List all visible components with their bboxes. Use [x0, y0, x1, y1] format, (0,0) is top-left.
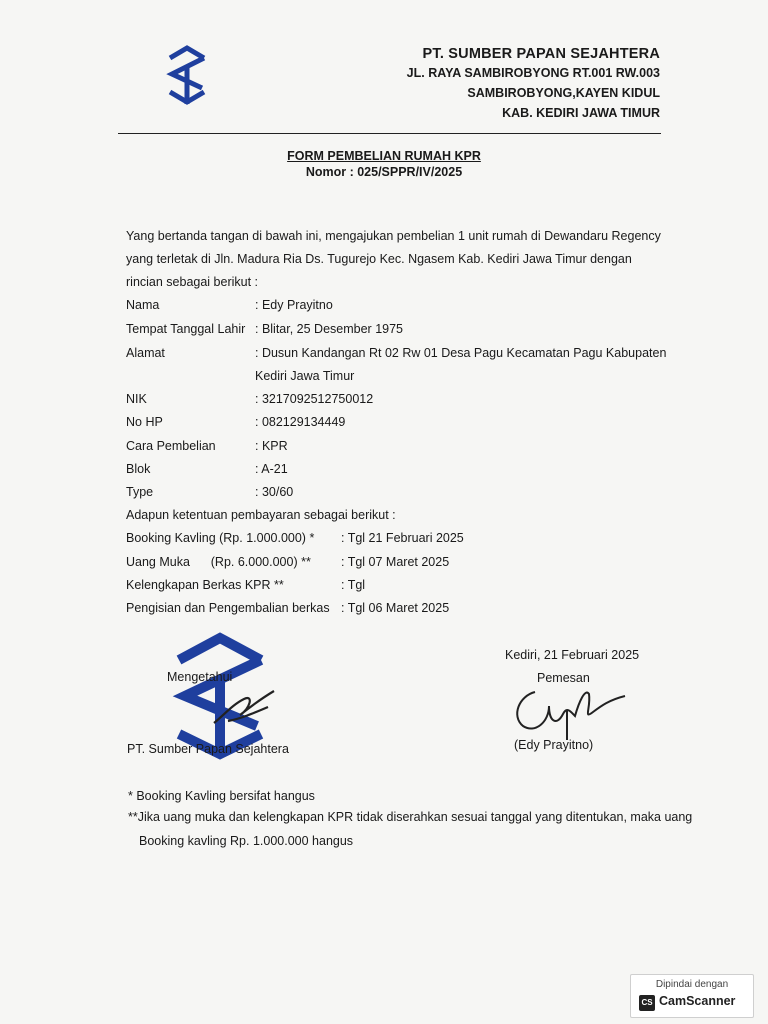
payment-label: Kelengkapan Berkas KPR ** [126, 578, 284, 592]
payment-label: Pengisian dan Pengembalian berkas [126, 601, 330, 615]
place-date: Kediri, 21 Februari 2025 [505, 648, 640, 662]
detail-value: : Dusun Kandangan Rt 02 Rw 01 Desa Pagu Kecamatan Pagu Kabupaten [255, 346, 667, 360]
company-address-line-2: SAMBIROBYONG,KAYEN KIDUL [467, 86, 660, 100]
detail-value: : Blitar, 25 Desember 1975 [255, 322, 403, 336]
payment-value: : Tgl 06 Maret 2025 [341, 601, 450, 615]
company-address-line-1: JL. RAYA SAMBIROBYONG RT.001 RW.003 [406, 66, 660, 80]
detail-label: Alamat [126, 346, 165, 360]
form-title-block [0, 148, 768, 180]
company-header [407, 46, 660, 122]
detail-value: : 30/60 [255, 485, 294, 499]
payment-row-uang-muka [126, 551, 450, 573]
camscanner-logo-icon: CS [639, 995, 655, 1011]
note-booking-kavling: Booking kavling Rp. 1.000.000 hangus [139, 834, 354, 848]
address-continuation: Kediri Jawa Timur [255, 369, 355, 383]
payment-label: Booking Kavling (Rp. 1.000.000) * [126, 531, 315, 545]
scanner-caption: Dipindai dengan [655, 979, 729, 990]
payment-label: Uang Muka (Rp. 6.000.000) ** [126, 555, 311, 569]
detail-label: Tempat Tanggal Lahir [126, 322, 246, 336]
payment-value: : Tgl 07 Maret 2025 [341, 555, 450, 569]
form-title: FORM PEMBELIAN RUMAH KPR [287, 149, 481, 163]
detail-value: : KPR [255, 439, 288, 453]
payment-value: : Tgl [341, 578, 366, 592]
detail-value: : 3217092512750012 [255, 392, 374, 406]
detail-label: Nama [126, 298, 160, 312]
detail-label: Blok [126, 462, 151, 476]
detail-label: Cara Pembelian [126, 439, 216, 453]
detail-value: : Edy Prayitno [255, 298, 333, 312]
detail-value: : 082129134449 [255, 415, 346, 429]
detail-value: : A-21 [255, 462, 288, 476]
detail-label: Type [126, 485, 154, 499]
camscanner-badge [630, 974, 754, 1018]
company-signatory: PT. Sumber Papan Sejahtera [127, 742, 289, 756]
payment-row-booking [126, 527, 464, 549]
buyer-role: Pemesan [537, 671, 590, 685]
intro-paragraph: Yang bertanda tangan di bawah ini, mengajukan pembelian 1 unit rumah di Dewandaru Regency yang terletak di Jln. Madura Ria Ds. Tugurejo Kec. Ngasem Kab. Kediri Jawa Timur dengan rincian sebagai berikut : [126, 229, 661, 289]
note-booking-hangus: * Booking Kavling bersifat hangus [128, 789, 315, 803]
note-uang-muka: **Jika uang muka dan kelengkapan KPR tidak diserahkan sesuai tanggal yang ditentukan, maka uang [128, 810, 693, 824]
payment-row-pengisian [126, 597, 450, 619]
buyer-signature-icon [505, 682, 635, 742]
acknowledged-label: Mengetahui [167, 670, 233, 684]
company-logo-icon [158, 44, 216, 106]
company-address-line-3: KAB. KEDIRI JAWA TIMUR [502, 106, 660, 120]
company-signature-icon [210, 685, 280, 730]
detail-label: No HP [126, 415, 163, 429]
form-number: Nomor : 025/SPPR/IV/2025 [305, 165, 463, 179]
payment-heading: Adapun ketentuan pembayaran sebagai berikut : [126, 508, 396, 522]
detail-label: NIK [126, 392, 147, 406]
payment-row-kelengkapan [126, 574, 366, 596]
header-divider [118, 133, 661, 134]
scanner-brand: CamScanner [659, 994, 736, 1008]
buyer-name: (Edy Prayitno) [514, 738, 594, 752]
payment-value: : Tgl 21 Februari 2025 [341, 531, 464, 545]
company-name: PT. SUMBER PAPAN SEJAHTERA [422, 46, 660, 62]
